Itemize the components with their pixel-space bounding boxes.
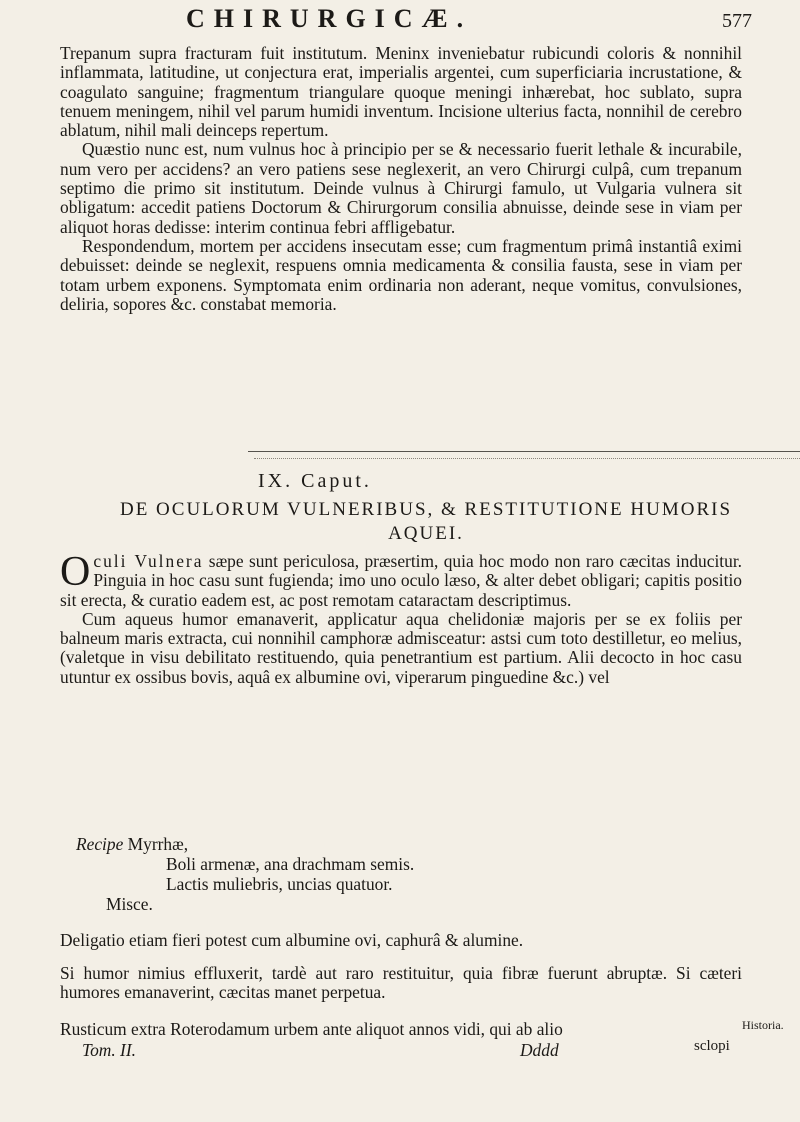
running-head: CHIRURGICÆ. xyxy=(186,4,473,33)
recipe-line-3: Lactis muliebris, uncias quatuor. xyxy=(166,874,393,894)
recipe-label: Recipe xyxy=(76,834,124,854)
lead-words: culi Vulnera xyxy=(93,551,204,571)
chapter-title: DE OCULORUM VULNERIBUS, & RESTITUTIONE HUMORIS AQUEI. xyxy=(119,499,733,544)
paragraph-humor-loss: Si humor nimius effluxerit, tardè aut raro restituitur, quia fibræ fuerunt abruptæ. Si cæteri humores emanaverint, cæcitas manet perpetua. xyxy=(60,963,742,1003)
page-number: 577 xyxy=(722,10,752,32)
case-report xyxy=(60,44,742,314)
recipe-ingredient-1: Myrrhæ, xyxy=(123,834,189,854)
recipe-line-2: Boli armenæ, ana drachmam semis. xyxy=(166,854,415,874)
page-header xyxy=(0,2,800,40)
recipe-line-4: Misce. xyxy=(106,894,153,914)
closing-text xyxy=(60,931,742,963)
recipe-block xyxy=(76,834,676,914)
history-line: Rusticum extra Roterodamum urbem ante aliquot annos vidi, qui ab alio xyxy=(60,1019,563,1039)
paragraph-eye-wounds-text: sæpe sunt periculosa, præsertim, quia hoc modo non raro cæcitas inducitur. Pinguia in hoc casu sunt fugienda; imo uno oculo læso, & alter debet obligari; capitis positio sit erecta, & curatio eadem est, ac post remotam cataractam descriptimus. xyxy=(60,551,742,610)
chapter-number: IX. Caput. xyxy=(258,470,372,492)
signature-mark: Dddd xyxy=(520,1040,559,1060)
chapter-body xyxy=(60,549,742,687)
paragraph-deligation: Deligatio etiam fieri potest cum albumine ovi, caphurâ & alumine. xyxy=(60,930,524,950)
catchword: sclopi xyxy=(694,1038,730,1054)
volume-mark: Tom. II. xyxy=(82,1040,136,1060)
section-divider xyxy=(248,451,800,452)
paragraph-response: Respondendum, mortem per accidens insecutam esse; cum fragmentum primâ instantiâ eximi debuisset: deinde se neglexit, respuens omnia medicamenta & consilia fausta, sese in viam per totam urbem exponens. Symptomata enim ordinaria non aderant, neque vomitus, convulsiones, deliria, sopores &c. constabat memoria. xyxy=(60,235,742,314)
drop-cap: O xyxy=(60,549,91,595)
paragraph-aqueous-humor: Cum aqueus humor emanaverit, applicatur aqua chelidoniæ majoris per se ex foliis per balneum maris extracta, cui nonnihil camphoræ admisceatur: astsi cum toto destilletur, eo melius, (valetque in visu debilitato restituendo, quia penetrantium est partium. Alii decocto in hoc casu utuntur ex ossibus bovis, aquâ ex albumine ovi, viperarum pinguedine &c.) vel xyxy=(60,608,742,687)
paragraph-eye-wounds xyxy=(60,549,742,610)
recipe-line-1 xyxy=(76,834,676,854)
margin-note-historia: Historia. xyxy=(742,1018,784,1032)
paragraph-trepanation: Trepanum supra fracturam fuit institutum. Meninx inveniebatur rubicundi coloris & nonnihil inflammata, latitudine, ut conjectura erat, imperialis argentei, cum superficiaria incrustatione, & coagulato sanguine; fragmentum triangulare quoque meningi inhærebat, hoc sublato, supra tenuem meningem, nihil vel parum humidi inventum. Incisione ulterius facta, nonnihil de cerebro ablatum, nihil mali deinceps repertum. xyxy=(60,43,742,141)
paragraph-question: Quæstio nunc est, num vulnus hoc à principio per se & necessario fuerit lethale & incurabile, num vero per accidens? an vero patiens sese neglexerit, an vero Chirurgi culpâ, cum trepanum septimo die primo sit institutum. Deinde vulnus à Chirurgi famulo, ut Vulgaria vulnera sit obligatum: accedit patiens Doctorum & Chirurgorum consilia abnuisse, deinde sese in viam per aliquot horas dedisse: interim continua febri affligebatur. xyxy=(60,139,742,237)
closing-text-2 xyxy=(60,964,742,1003)
section-divider-dotted xyxy=(254,458,800,459)
